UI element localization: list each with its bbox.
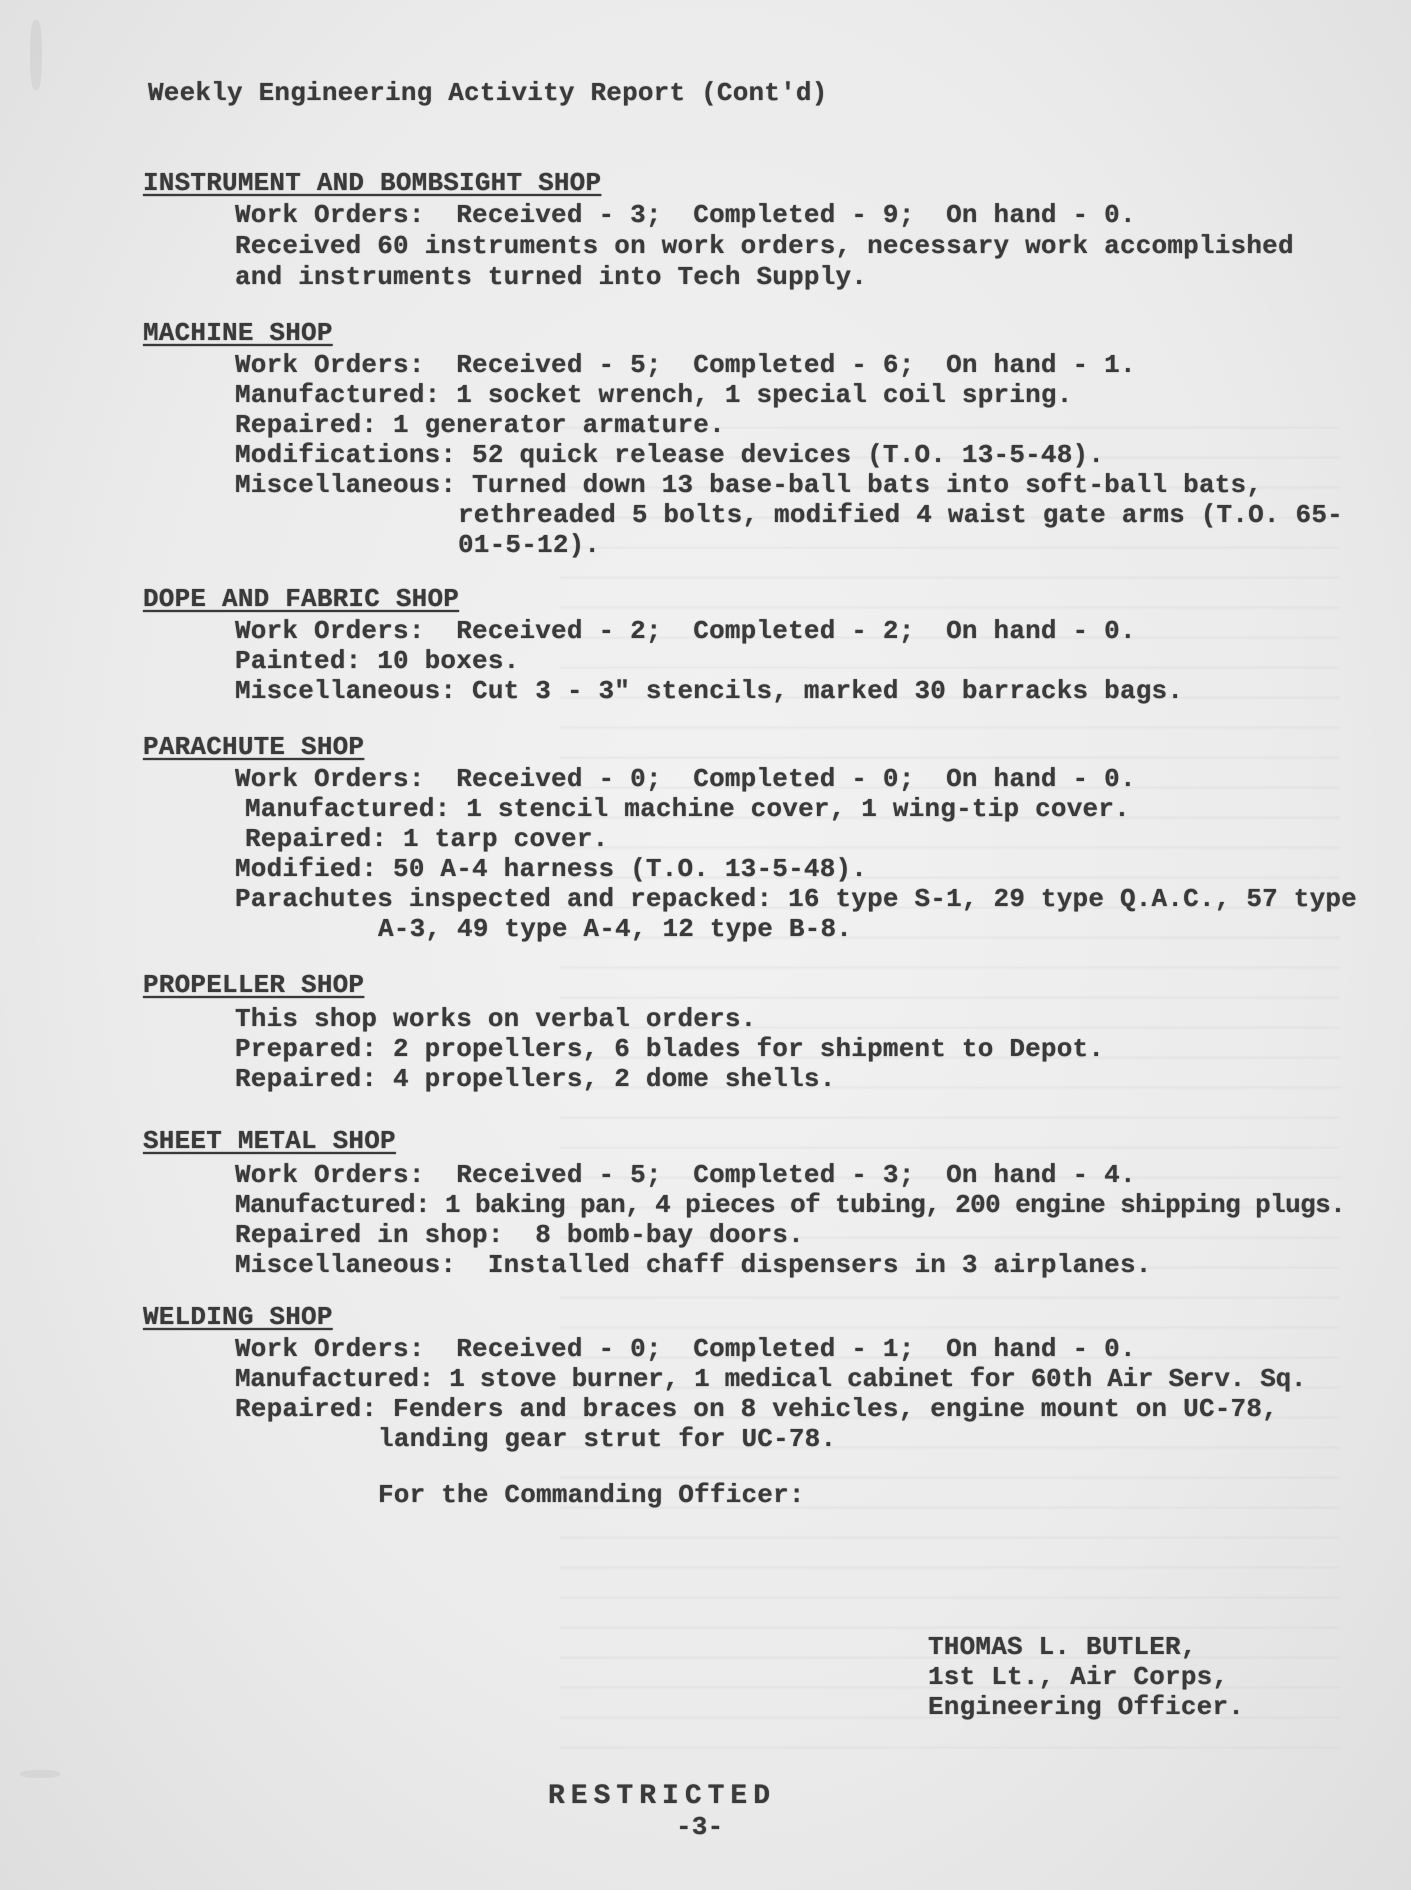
machine-line: Repaired: 1 generator armature. [235,410,725,440]
parachute-line: Work Orders: Received - 0; Completed - 0; On hand - 0. [235,764,1136,794]
parachute-line: A-3, 49 type A-4, 12 type B-8. [378,914,853,944]
welding-line: Repaired: Fenders and braces on 8 vehicles, engine mount on UC-78, [235,1394,1278,1424]
parachute-line: Repaired: 1 tarp cover. [245,824,609,854]
parachute-line: Parachutes inspected and repacked: 16 type S-1, 29 type Q.A.C., 57 type [235,884,1357,914]
machine-line: Work Orders: Received - 5; Completed - 6; On hand - 1. [235,350,1136,380]
section-heading-machine: MACHINE SHOP [143,318,333,348]
edge-smudge [20,1770,60,1778]
sheet-metal-line: Repaired in shop: 8 bomb-bay doors. [235,1220,804,1250]
section-heading-sheet-metal: SHEET METAL SHOP [143,1126,396,1156]
section-heading-parachute: PARACHUTE SHOP [143,732,365,762]
propeller-line: This shop works on verbal orders. [235,1004,757,1034]
welding-line: Manufactured: 1 stove burner, 1 medical cabinet for 60th Air Serv. Sq. [235,1364,1307,1394]
instrument-line: Work Orders: Received - 3; Completed - 9; On hand - 0. [235,200,1136,230]
closing-line: For the Commanding Officer: [378,1480,805,1510]
signature-name: THOMAS L. BUTLER, [928,1632,1197,1662]
page-number: -3- [676,1812,724,1842]
machine-line: 01-5-12). [458,530,601,560]
machine-line: rethreaded 5 bolts, modified 4 waist gate arms (T.O. 65- [458,500,1343,530]
section-heading-instrument: INSTRUMENT AND BOMBSIGHT SHOP [143,168,602,198]
section-heading-welding: WELDING SHOP [143,1302,333,1332]
signature-title: Engineering Officer. [928,1692,1245,1722]
instrument-line: Received 60 instruments on work orders, necessary work accomplished [235,231,1294,261]
section-heading-dope: DOPE AND FABRIC SHOP [143,584,460,614]
instrument-line: and instruments turned into Tech Supply. [235,262,868,292]
propeller-line: Repaired: 4 propellers, 2 dome shells. [235,1064,836,1094]
parachute-line: Manufactured: 1 stencil machine cover, 1 wing-tip cover. [245,794,1130,824]
sheet-metal-line: Manufactured: 1 baking pan, 4 pieces of tubing, 200 engine shipping plugs. [235,1190,1346,1220]
report-title: Weekly Engineering Activity Report (Cont'd) [148,78,828,108]
sheet-metal-line: Work Orders: Received - 5; Completed - 3; On hand - 4. [235,1160,1136,1190]
dope-line: Miscellaneous: Cut 3 - 3" stencils, marked 30 barracks bags. [235,676,1184,706]
propeller-line: Prepared: 2 propellers, 6 blades for shipment to Depot. [235,1034,1105,1064]
machine-line: Modifications: 52 quick release devices (T.O. 13-5-48). [235,440,1105,470]
dope-line: Painted: 10 boxes. [235,646,520,676]
machine-line: Miscellaneous: Turned down 13 base-ball bats into soft-ball bats, [235,470,1263,500]
classification-stamp: RESTRICTED [548,1781,777,1812]
edge-smudge [30,20,42,90]
welding-line: Work Orders: Received - 0; Completed - 1; On hand - 0. [235,1334,1136,1364]
machine-line: Manufactured: 1 socket wrench, 1 special coil spring. [235,380,1073,410]
section-heading-propeller: PROPELLER SHOP [143,970,365,1000]
welding-line: landing gear strut for UC-78. [378,1424,837,1454]
sheet-metal-line: Miscellaneous: Installed chaff dispensers in 3 airplanes. [235,1250,1152,1280]
parachute-line: Modified: 50 A-4 harness (T.O. 13-5-48). [235,854,868,884]
dope-line: Work Orders: Received - 2; Completed - 2; On hand - 0. [235,616,1136,646]
signature-rank: 1st Lt., Air Corps, [928,1662,1229,1692]
